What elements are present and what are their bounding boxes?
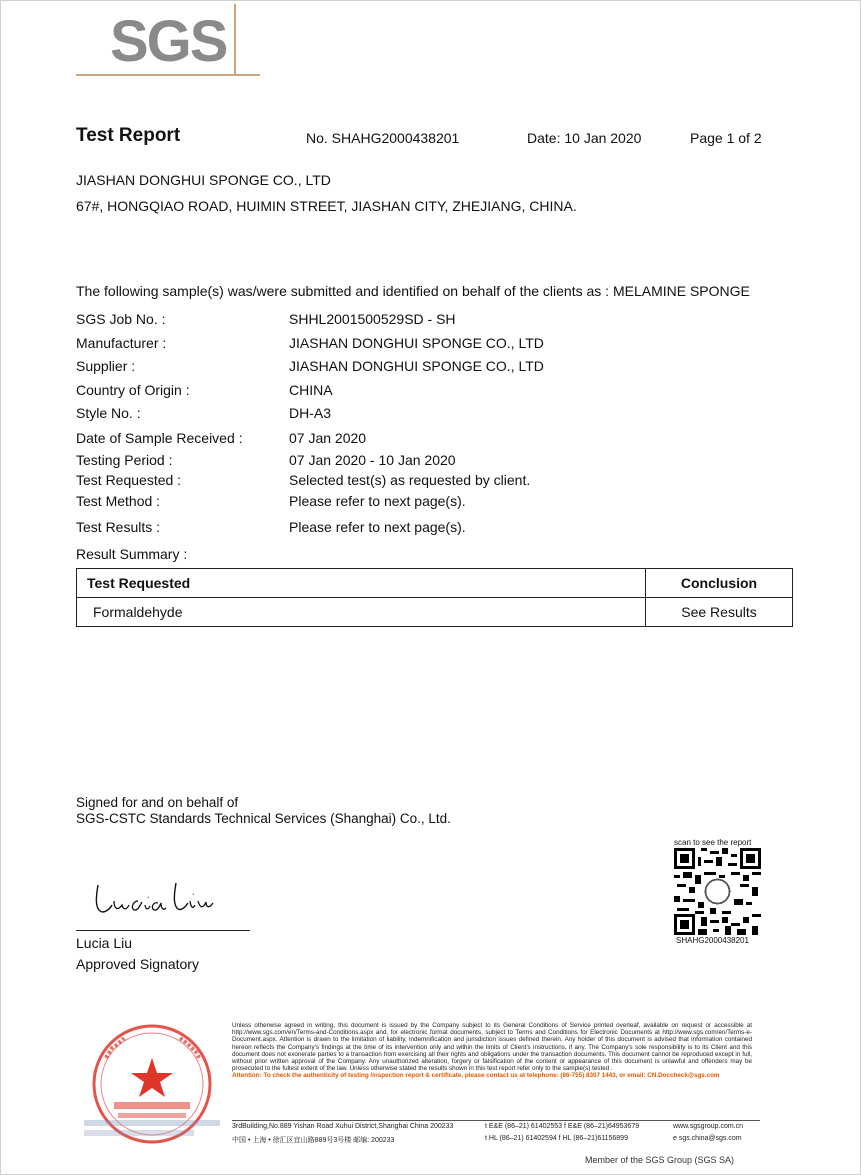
qr-code[interactable] [674, 848, 761, 935]
field-label: Supplier : [76, 358, 136, 374]
table-header-row [77, 569, 793, 598]
logo-vertical-line [234, 4, 236, 76]
field-label: Manufacturer : [76, 335, 167, 351]
footer-phone-1: t E&E (86–21) 61402553 f E&E (86–21)64953679 [485, 1123, 640, 1130]
field-value: JIASHAN DONGHUI SPONGE CO., LTD [289, 335, 544, 351]
client-name: JIASHAN DONGHUI SPONGE CO., LTD [76, 172, 331, 188]
footer-website[interactable]: www.sgsgroup.com.cn [673, 1123, 744, 1130]
result-summary-label: Result Summary : [76, 546, 188, 562]
handwritten-signature [90, 875, 220, 925]
terms-body: Unless otherwise agreed in writing, this document is issued by the Company subject to its General Conditions of Service printed overleaf, available on request or accessible at http://www.sgs.com/en/Terms-and-Conditions.aspx and, for electronic format documents, subject to Terms and Conditions for Electronic Documents at http://www.sgs.com/en/Terms-e-Document.aspx. Attention is drawn to the limitation of liability, indemnification and jurisdiction issues defined therein. Any holder of this document is advised that information contained hereon reflects the Company's findings at the time of its intervention only and within the limits of Client's instructions, if any. The Company's sole responsibility is to its Client and this document does not exonerate parties to a transaction from exercising all their rights and obligations under the transaction documents. This document cannot be reproduced except in full, without prior written approval of the Company. Any unauthorized alteration, forgery or falsification of the content or appearance of this document is unlawful and offenders may be prosecuted to the fullest extent of the law. Unless otherwise stated the results shown in this test report refer only to the sample(s) tested . [232, 1022, 752, 1073]
table-row [77, 598, 793, 627]
table-cell-conclusion: See Results [646, 598, 793, 627]
field-value: Please refer to next page(s). [289, 519, 466, 535]
signatory-role: Approved Signatory [76, 956, 199, 972]
field-value: Selected test(s) as requested by client. [289, 472, 531, 488]
report-title: Test Report [76, 125, 181, 146]
field-label: Test Results : [76, 519, 161, 535]
footer-phone-2: t HL (86–21) 61402594 f HL (86–21)61156899 [485, 1135, 628, 1142]
field-label: Date of Sample Received : [76, 430, 243, 446]
field-label: Test Requested : [76, 472, 182, 488]
official-seal-icon [84, 1018, 220, 1150]
logo-text: SGS [110, 9, 227, 74]
intro-text: The following sample(s) was/were submitted and identified on behalf of the clients as : MELAMINE SPONGE [76, 283, 750, 299]
field-label: Country of Origin : [76, 382, 190, 398]
field-value: CHINA [289, 382, 333, 398]
field-label: Testing Period : [76, 452, 173, 468]
qr-caption-top: scan to see the report [674, 838, 752, 847]
signatory-name: Lucia Liu [76, 935, 133, 951]
report-date: Date: 10 Jan 2020 [527, 130, 642, 146]
field-value: Please refer to next page(s). [289, 493, 466, 509]
page-number: Page 1 of 2 [690, 130, 762, 146]
footer-email[interactable]: e sgs.china@sgs.com [673, 1135, 742, 1142]
report-number: No. SHAHG2000438201 [306, 130, 460, 146]
footer-address-en: 3rdBuilding,No.889 Yishan Road Xuhui District,Shanghai China 200233 [232, 1123, 454, 1130]
terms-fine-print [232, 1022, 752, 1080]
field-label: Test Method : [76, 493, 161, 509]
field-value: SHHL2001500529SD - SH [289, 311, 456, 327]
table-header-conclusion: Conclusion [646, 569, 793, 598]
field-value: 07 Jan 2020 [289, 430, 367, 446]
authenticity-notice: Attention: To check the authenticity of testing /inspection report & certificate, please contact us at telephone: (86-755) 8307 1443, or email: CN.Doccheck@sgs.com [232, 1072, 720, 1080]
field-value: 07 Jan 2020 - 10 Jan 2020 [289, 452, 456, 468]
sgs-member-notice: Member of the SGS Group (SGS SA) [585, 1155, 735, 1165]
table-header-test: Test Requested [77, 569, 646, 598]
table-cell-test: Formaldehyde [77, 598, 646, 627]
signature-line [76, 930, 250, 931]
qr-caption-bottom: SHAHG2000438201 [676, 936, 749, 945]
logo-underline [76, 74, 260, 76]
signed-on-behalf: Signed for and on behalf of [76, 795, 239, 810]
signing-company: SGS-CSTC Standards Technical Services (Shanghai) Co., Ltd. [76, 811, 451, 826]
footer-separator [232, 1120, 760, 1121]
field-label: Style No. : [76, 405, 141, 421]
field-value: JIASHAN DONGHUI SPONGE CO., LTD [289, 358, 544, 374]
client-address: 67#, HONGQIAO ROAD, HUIMIN STREET, JIASHAN CITY, ZHEJIANG, CHINA. [76, 198, 577, 214]
footer-address-cn: 中国 • 上海 • 徐汇区宜山路889号3号楼 邮编: 200233 [232, 1137, 395, 1144]
field-value: DH-A3 [289, 405, 332, 421]
field-label: SGS Job No. : [76, 311, 166, 327]
result-summary-table [76, 568, 793, 627]
